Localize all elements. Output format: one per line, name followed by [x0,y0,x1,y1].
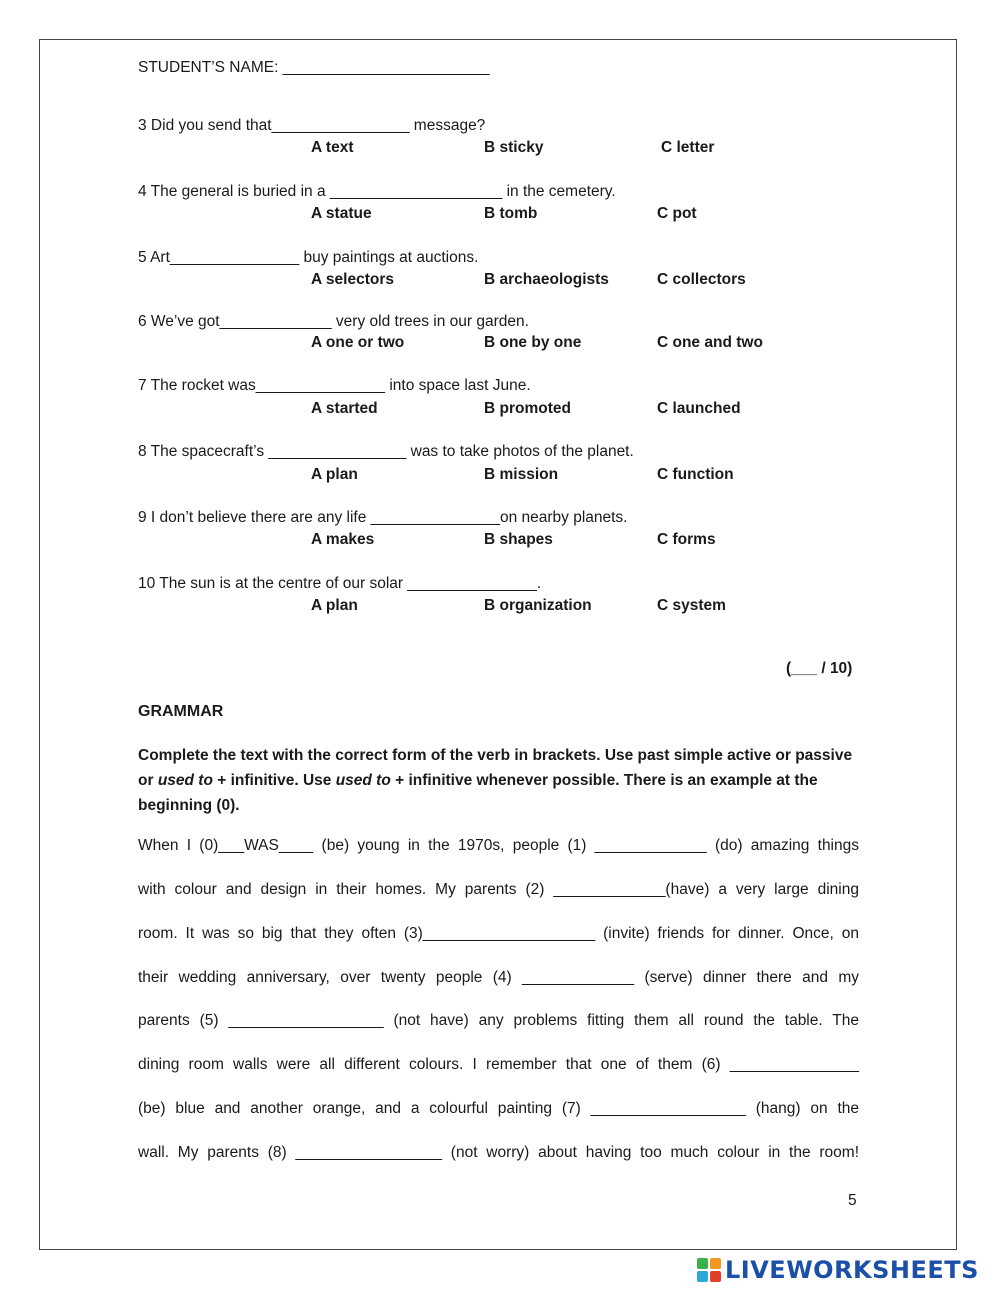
liveworksheets-logo-text: LIVEWORKSHEETS [725,1256,979,1284]
question-10-text: 10 The sun is at the centre of our solar _______________. [138,575,542,592]
instructions-part-2: + infinitive. Use [212,772,336,789]
grammar-text-line-3[interactable]: room. It was so big that they often (3)____________________ (invite) friends for dinner. Once, on [138,925,859,942]
grammar-title: GRAMMAR [138,703,224,720]
instructions-used-to-1: used to [157,772,213,789]
question-6-option-b[interactable]: B one by one [484,334,582,351]
question-8-option-a[interactable]: A plan [311,466,358,483]
student-name-label: STUDENT’S NAME: ________________________ [138,59,490,76]
grammar-text-line-2[interactable]: with colour and design in their homes. My parents (2) _____________(have) a very large dining [138,881,859,898]
question-3-text: 3 Did you send that________________ message? [138,117,486,134]
instructions-part-3: + infinitive whenever possible. There is an example at the beginning (0). [138,772,818,814]
liveworksheets-logo [697,1256,979,1284]
grammar-text-line-7[interactable]: (be) blue and another orange, and a colourful painting (7) __________________ (hang) on the [138,1100,859,1117]
question-3-option-c[interactable]: C letter [661,139,715,156]
question-6-option-a[interactable]: A one or two [311,334,405,351]
question-6-text: 6 We’ve got_____________ very old trees in our garden. [138,313,529,330]
question-9-text: 9 I don’t believe there are any life _______________on nearby planets. [138,509,628,526]
liveworksheets-logo-icon [697,1258,721,1282]
page-number: 5 [848,1192,857,1209]
grammar-text-line-5[interactable]: parents (5) __________________ (not have) any problems fitting them all round the table. The [138,1012,859,1029]
question-9-option-a[interactable]: A makes [311,531,375,548]
question-6-option-c[interactable]: C one and two [657,334,763,351]
question-5-text: 5 Art_______________ buy paintings at auctions. [138,249,479,266]
question-9-option-c[interactable]: C forms [657,531,716,548]
score-box: (___ / 10) [786,660,853,677]
question-10-option-c[interactable]: C system [657,597,726,614]
question-9-option-b[interactable]: B shapes [484,531,553,548]
question-5-option-b[interactable]: B archaeologists [484,271,609,288]
instructions-used-to-2: used to [335,772,391,789]
question-4-option-b[interactable]: B tomb [484,205,538,222]
grammar-text-line-1[interactable]: When I (0)___WAS____ (be) young in the 1970s, people (1) _____________ (do) amazing things [138,837,859,854]
question-3-option-b[interactable]: B sticky [484,139,544,156]
question-10-option-a[interactable]: A plan [311,597,358,614]
question-7-option-b[interactable]: B promoted [484,400,571,417]
grammar-instructions [138,743,860,818]
question-8-option-b[interactable]: B mission [484,466,559,483]
question-4-text: 4 The general is buried in a ____________________ in the cemetery. [138,183,616,200]
question-4-option-c[interactable]: C pot [657,205,697,222]
question-10-option-b[interactable]: B organization [484,597,592,614]
question-5-option-c[interactable]: C collectors [657,271,746,288]
question-7-text: 7 The rocket was_______________ into space last June. [138,377,531,394]
grammar-text-line-6[interactable]: dining room walls were all different colours. I remember that one of them (6) _______________ [138,1056,859,1073]
instructions-part-1: Complete the text with the correct form of the verb in brackets. Use past simple active or passive or [138,747,853,789]
question-8-option-c[interactable]: C function [657,466,734,483]
question-7-option-a[interactable]: A started [311,400,378,417]
question-5-option-a[interactable]: A selectors [311,271,394,288]
question-8-text: 8 The spacecraft’s ________________ was to take photos of the planet. [138,443,634,460]
grammar-text-line-8[interactable]: wall. My parents (8) _________________ (not worry) about having too much colour in the room! [138,1144,859,1161]
question-7-option-c[interactable]: C launched [657,400,741,417]
grammar-text-line-4[interactable]: their wedding anniversary, over twenty people (4) _____________ (serve) dinner there and my [138,969,859,986]
question-3-option-a[interactable]: A text [311,139,354,156]
question-4-option-a[interactable]: A statue [311,205,372,222]
